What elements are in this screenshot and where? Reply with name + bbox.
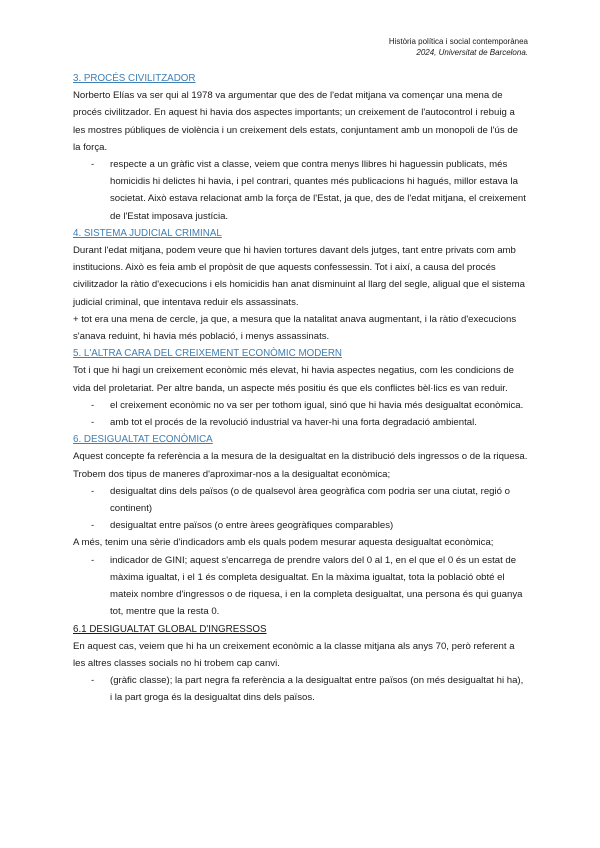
list-item-text: desigualtat dins dels països (o de qualsevol àrea geogràfica com podria ser una ciutat, regió o continent): [110, 485, 510, 515]
list-item-text: el creixement econòmic no va ser per tothom igual, sinó que hi havia més desigualtat econòmica.: [110, 399, 524, 411]
paragraph: En aquest cas, veiem que hi ha un creixement econòmic a la classe mitjana als anys 70, però referent a les altres classes socials no hi trobem cap canvi.: [73, 640, 515, 669]
paragraph: A més, tenim una sèrie d'indicadors amb els quals podem mesurar aquesta desigualtat econòmica;: [73, 537, 494, 549]
paragraph: + tot era una mena de cercle, ja que, a mesura que la natalitat anava augmentant, i la ràtio d'execucions s'anava reduint, hi havia més població, i menys assassinats.: [73, 313, 517, 343]
paragraph: Durant l'edat mitjana, podem veure que hi havien tortures davant dels jutges, tant entre privats com amb institucions. Això es feia amb el propòsit de que aquests confessessin. Tot i així, a causa del procés civilitzador la ràtio d'execucions i els homicidis han anat disminuint al llarg del segle, aligual que el sistema judicial criminal, que intentava reduir els assassinats.: [73, 245, 525, 308]
bullet-list: [73, 552, 528, 621]
header-institution: 2024, Universitat de Barcelona.: [416, 48, 528, 57]
list-item-text: (gràfic classe); la part negra fa referència a la desigualtat entre països (on més desigualtat hi ha), i la part groga és la desigualtat dins dels països.: [110, 675, 524, 704]
list-item: - desigualtat entre països (o entre àrees geogràfiques comparables): [91, 520, 394, 532]
bullet-list: [73, 483, 528, 535]
list-item: - (gràfic classe); la part negra fa referència a la desigualtat entre països (on més desigualtat hi ha), i la part groga és la desigualtat dins dels països.: [91, 675, 524, 704]
section-heading-sistema-judicial: 4. SISTEMA JUDICIAL CRIMINAL: [73, 227, 222, 239]
section-heading-altra-cara: 5. L'ALTRA CARA DEL CREIXEMENT ECONÒMIC MODERN: [73, 348, 342, 360]
section-heading-proces-civilitzador: 3. PROCÉS CIVILITZADOR: [73, 73, 196, 84]
list-item: - el creixement econòmic no va ser per tothom igual, sinó que hi havia més desigualtat econòmica.: [91, 399, 524, 411]
bullet-list: [73, 672, 528, 706]
section-heading-desigualtat-economica: 6. DESIGUALTAT ECONÒMICA: [73, 434, 213, 446]
list-item-text: desigualtat entre països (o entre àrees geogràfiques comparables): [110, 520, 394, 532]
paragraph: Aquest concepte fa referència a la mesura de la desigualtat en la distribució dels ingressos o de la riquesa. Trobem dos tipus de maneres d'aproximar-nos a la desigualtat econòmica;: [73, 451, 528, 480]
list-item-text: respecte a un gràfic vist a classe, veiem que contra menys llibres hi haguessin publicats, més homicidis hi delictes hi havia, i pel contrari, quantes més publicacions hi hagués, millor estava la societat. Això estava relacionat amb la força de l'Estat, ja que, des de l'edat mitjana, el creixement de l'Estat imposava justícia.: [110, 159, 526, 222]
paragraph: Norberto Elías va ser qui al 1978 va argumentar que des de l'edat mitjana va començar una mena de procés civilitzador. En aquest hi havia dos aspectes importants; un creixement de l'autocontrol i rebuig a les mostres públiques de violència i un creixement dels estats, conjuntament amb un monopoli de l'ús de la força.: [73, 90, 518, 153]
subsection-heading-desigualtat-global: 6.1 DESIGUALTAT GLOBAL D'INGRESSOS: [73, 623, 267, 635]
paragraph: Tot i que hi hagi un creixement econòmic més elevat, hi havia aspectes negatius, com les condicions de vida del proletariat. Per altre banda, un aspecte més positiu és que els conflictes bèl·lics es van reduir.: [73, 365, 515, 394]
list-item: - respecte a un gràfic vist a classe, veiem que contra menys llibres hi haguessin publicats, més homicidis hi delictes hi havia, i pel contrari, quantes més publicacions hi hagués, millor estava la societat. Això estava relacionat amb la força de l'Estat, ja que, des de l'edat mitjana, el creixement de l'Estat imposava justícia.: [91, 159, 526, 222]
page-header: [389, 36, 528, 58]
list-item-text: amb tot el procés de la revolució industrial va haver-hi una forta degradació ambiental.: [110, 417, 477, 429]
bullet-list: [73, 156, 528, 225]
list-item: - desigualtat dins dels països (o de qualsevol àrea geogràfica com podria ser una ciutat, regió o continent): [91, 485, 510, 515]
document-body: [73, 70, 528, 707]
header-course: Història política i social contemporànea: [388, 37, 528, 46]
bullet-list: [73, 397, 528, 431]
list-item: - amb tot el procés de la revolució industrial va haver-hi una forta degradació ambiental.: [91, 417, 477, 429]
list-item-text: indicador de GINI; aquest s'encarrega de prendre valors del 0 al 1, en el que el 0 és un estat de màxima igualtat, i el 1 és completa desigualtat. En la màxima igualtat, tota la població obté el mateix nombre d'ingressos o de riquesa, i en la completa desigualtat, una persona és qui guanya tot, mentre que la resta 0.: [110, 554, 523, 618]
list-item: - indicador de GINI; aquest s'encarrega de prendre valors del 0 al 1, en el que el 0 és un estat de màxima igualtat, i el 1 és completa desigualtat. En la màxima igualtat, tota la població obté el mateix nombre d'ingressos o de riquesa, i en la completa desigualtat, una persona és qui guanya tot, mentre que la resta 0.: [91, 554, 523, 618]
